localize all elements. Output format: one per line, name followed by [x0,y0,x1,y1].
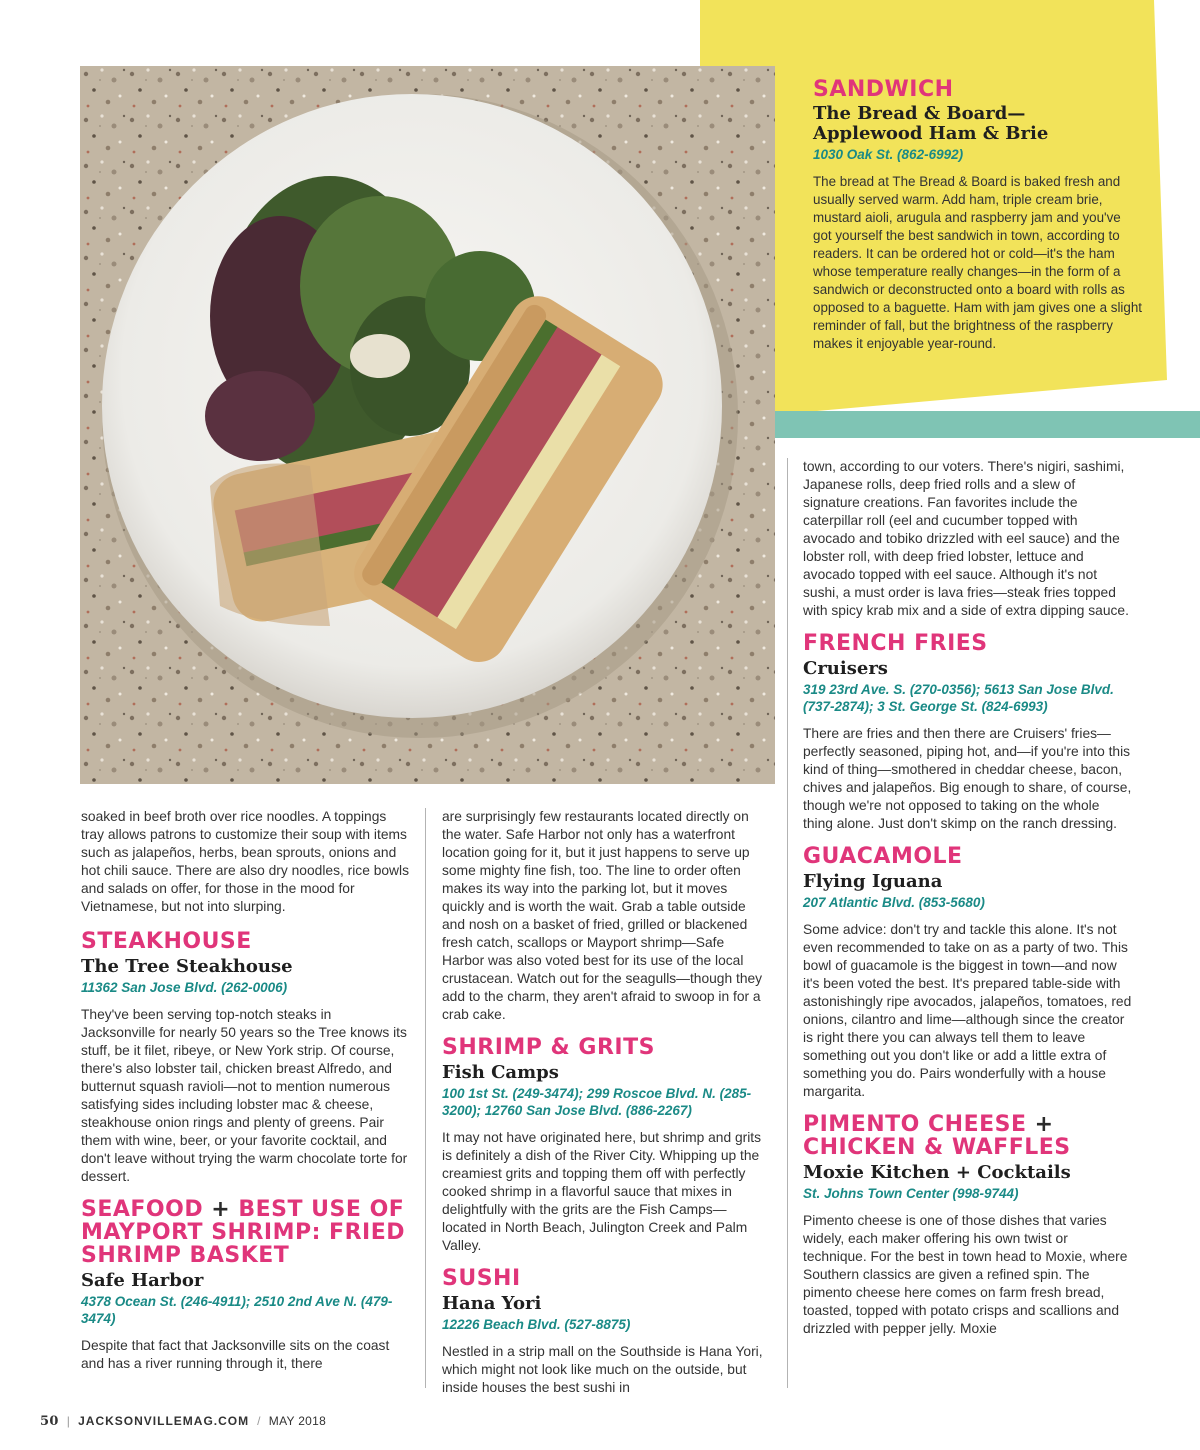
article-paragraph: Nestled in a strip mall on the Southside is Hana Yori, which might not look like much on the outside, but inside houses the best sushi in [442,1344,763,1395]
seafood-section [81,1198,409,1373]
guacamole-section [803,845,1133,1101]
category-heading: GUACAMOLE [803,844,963,869]
french-fries-section [803,632,1133,833]
issue-date: MAY 2018 [268,1414,327,1428]
category-heading [803,1113,1133,1159]
category-heading: STEAKHOUSE [81,929,252,954]
restaurant-address: 11362 San Jose Blvd. (262-0006) [81,980,288,995]
teal-accent-band [775,411,1200,438]
category-heading: SANDWICH [813,77,954,102]
article-column-3 [803,458,1133,1338]
restaurant-address: St. Johns Town Center (998-9744) [803,1186,1019,1201]
article-paragraph: It may not have originated here, but shrimp and grits is definitely a dish of the River City. Whipping up the creamiest grits and topping them off with perfectly cooked shrimp in a flavorful sauce that mixes in delightfully with the grits are the Fish Camps—located in North Beach, Julington Creek and Palm Valley. [442,1130,762,1253]
restaurant-name [813,104,1143,144]
restaurant-address: 12226 Beach Blvd. (527-8875) [442,1317,631,1332]
plus-sign: + [1034,1112,1054,1137]
restaurant-address: 4378 Ocean St. (246-4911); 2510 2nd Ave N. (479-3474) [81,1294,393,1326]
restaurant-address: 1030 Oak St. (862-6992) [813,147,964,162]
article-paragraph: Despite that fact that Jacksonville sits on the coast and has a river running through it, there [81,1338,390,1371]
restaurant-name-line: The Bread & Board— [813,103,1026,124]
article-paragraph: They've been serving top-notch steaks in Jacksonville for nearly 50 years so the Tree knows its stuff, be it filet, ribeye, or New York strip. Of course, there's also lobster tail, chicken breast Alfredo, and butternut squash ravioli—not to mention numerous satisfying sides including lobster mac & cheese, steakhouse onion rings and plenty of greens. Pair them with wine, beer, or your favorite cocktail, and don't leave without trying the warm chocolate torte for dessert. [81,1007,408,1184]
article-paragraph: town, according to our voters. There's nigiri, sashimi, Japanese rolls, deep fried rolls and a slew of signature creations. Fan favorites include the caterpillar roll (eel and cucumber topped with avocado and tobiko drizzled with eel sauce) and the lobster roll, with deep fried lobster, lettuce and avocado topped with eel sauce. Although it's not sushi, a must order is lava fries—steak fries topped with spicy krab mix and a side of extra dipping sauce. [803,459,1129,618]
column-divider [425,808,426,1388]
article-paragraph: There are fries and then there are Cruisers' fries—perfectly seasoned, piping hot, and—if you're into this kind of thing—smothered in cheddar cheese, bacon, chives and jalapeños. Big enough to share, of course, though we're not opposed to taking on the whole thing alone. Just don't skimp on the ranch dressing. [803,726,1132,831]
restaurant-address: 207 Atlantic Blvd. (853-5680) [803,895,985,910]
restaurant-name: The Tree Steakhouse [81,956,293,977]
pimento-cheese-section [803,1113,1133,1338]
page-footer: 50 | JACKSONVILLEMAG.COM / MAY 2018 [40,1414,327,1429]
restaurant-name: Fish Camps [442,1062,559,1083]
restaurant-name: Hana Yori [442,1293,542,1314]
category-heading: SUSHI [442,1266,521,1291]
article-paragraph: Pimento cheese is one of those dishes that varies widely, each maker offering his own twist or technique. For the best in town head to Moxie, where Southern classics are given a refined spin. The pimento cheese here comes on farm fresh bread, toasted, topped with potato crisps and scallions and drizzled with pepper jelly. Moxie [803,1213,1128,1336]
restaurant-name: Moxie Kitchen + Cocktails [803,1162,1071,1183]
article-paragraph: The bread at The Bread & Board is baked fresh and usually served warm. Add ham, triple cream brie, mustard aioli, arugula and raspberry jam and you've got yourself the best sandwich in town, according to readers. It can be ordered hot or cold—it's the ham whose temperature really changes—in the form of a sandwich or deconstructed onto a board with rolls as opposed to a baguette. Ham with jam gives one a slight reminder of fall, but the brightness of the raspberry makes it enjoyable year-round. [813,174,1143,351]
category-part: PIMENTO CHEESE [803,1112,1027,1137]
restaurant-name: Flying Iguana [803,871,943,892]
sandwich-section [813,78,1143,353]
plus-sign: + [211,1197,231,1222]
restaurant-name: Cruisers [803,658,888,679]
article-paragraph: soaked in beef broth over rice noodles. A toppings tray allows patrons to customize their soup with items such as jalapeños, herbs, bean sprouts, onions and hot chili sauce. There are also dry noodles, rice bowls and salads on offer, for those in the mood for Vietnamese, but not into slurping. [81,809,409,914]
restaurant-address: 319 23rd Ave. S. (270-0356); 5613 San Jose Blvd. (737-2874); 3 St. George St. (824-6993) [803,682,1114,714]
restaurant-name-line: Applewood Ham & Brie [813,123,1049,144]
category-heading: FRENCH FRIES [803,631,988,656]
restaurant-address: 100 1st St. (249-3474); 299 Roscoe Blvd. N. (285-3200); 12760 San Jose Blvd. (886-2267) [442,1086,752,1118]
category-part: BEST USE OF MAYPORT SHRIMP: FRIED SHRIMP BASKET [81,1197,405,1268]
category-part: SEAFOOD [81,1197,204,1222]
category-heading: SHRIMP & GRITS [442,1035,655,1060]
category-heading [81,1198,409,1267]
article-paragraph: Some advice: don't try and tackle this alone. It's not even recommended to take on as a party of two. This bowl of guacamole is the biggest in town—and now it's been voted the best. It's prepared table-side with astonishingly ripe avocados, jalapeños, tomatoes, red onions, cilantro and lime—although since the creator is right there you can always tell them to leave something out you don't like or add a little extra of something you do. Pairs wonderfully with a house margarita. [803,922,1132,1099]
article-column-1 [81,808,409,1373]
steakhouse-section [81,930,409,1186]
category-part: CHICKEN & WAFFLES [803,1135,1071,1160]
sandwich-photo [80,66,775,784]
page-number: 50 [40,1414,59,1429]
column-divider [787,458,788,1388]
shrimp-grits-section [442,1036,768,1255]
article-column-2 [442,808,768,1397]
restaurant-name: Safe Harbor [81,1270,204,1291]
article-paragraph: are surprisingly few restaurants located directly on the water. Safe Harbor not only has a waterfront location going for it, but it just happens to serve up some mighty fine fish, too. The line to order often makes its way into the parking lot, but it moves quickly and is worth the wait. Grab a table outside and nosh on a basket of fried, grilled or blackened fresh catch, scallops or Mayport shrimp—Safe Harbor was also voted best for its use of the local crustacean. Watch out for the seagulls—though they add to the charm, they aren't afraid to swoop in for a crab cake. [442,809,763,1022]
magazine-website: JACKSONVILLEMAG.COM [78,1414,250,1428]
sushi-section [442,1267,768,1397]
